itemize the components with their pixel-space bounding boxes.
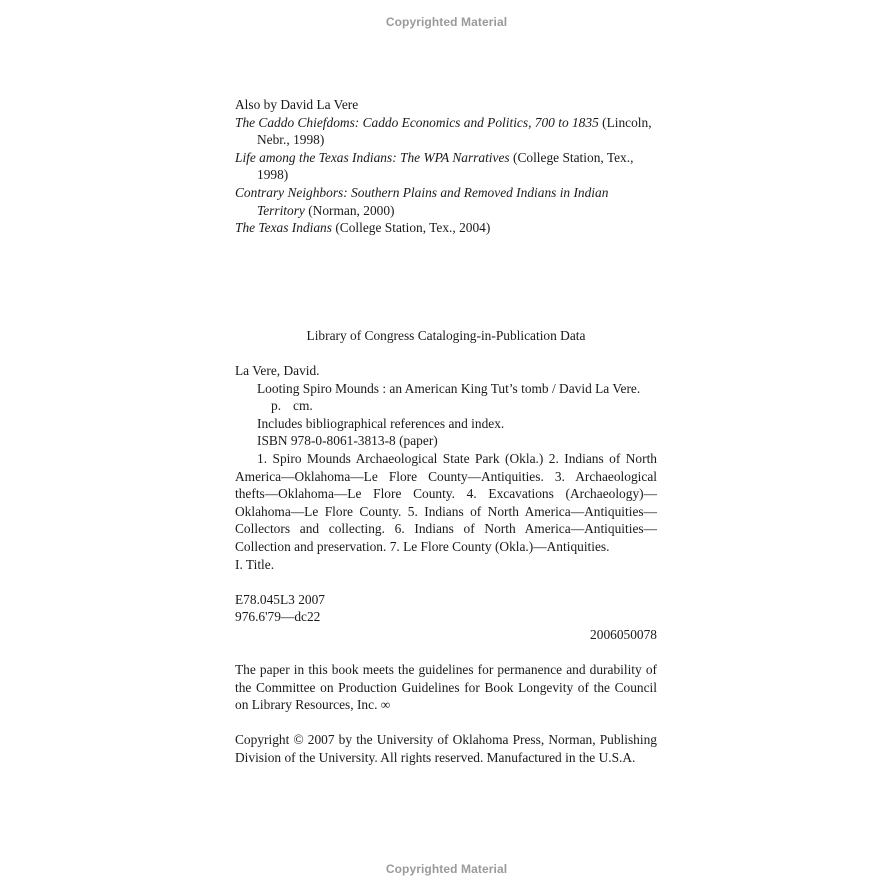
cip-record — [235, 362, 657, 644]
book-publication: (College Station, Tex., 2004) — [331, 220, 491, 236]
book-entry — [235, 149, 657, 184]
book-publication: (College Station, Tex., 1998) — [257, 149, 634, 183]
book-publication: (Lincoln, Nebr., 1998) — [257, 114, 652, 148]
cip-subjects: 1. Spiro Mounds Archaeological State Park (Okla.) 2. Indians of North America—Oklahoma—Le Flore County—Antiquities. 3. Archaeological thefts—Oklahoma—Le Flore County. 4. Excavations (Archaeology)—Oklahoma—Le Flore County. 5. Indians of North America—Antiquities—Collectors and collecting. 6. Indians of North America—Antiquities—Collection and preservation. 7. Le Flore County (Okla.)—Antiquities. — [235, 450, 657, 554]
cip-lc-class: E78.045L3 2007 — [235, 591, 326, 607]
copyright-notice: Copyright © 2007 by the University of Oklahoma Press, Norman, Publishing Division of the University. All rights reserved. Manufactured in the U.S.A. — [235, 732, 657, 765]
also-by-heading: Also by David La Vere — [235, 97, 359, 112]
also-by-section — [235, 96, 657, 237]
cip-includes: Includes bibliographical references and index. — [257, 415, 505, 431]
cip-title-line: Looting Spiro Mounds : an American King Tut’s tomb / David La Vere. — [257, 380, 641, 396]
cip-lccn: 2006050078 — [590, 626, 657, 642]
cip-physical-description — [235, 397, 657, 415]
book-entry — [235, 184, 657, 219]
cip-title-entry: I. Title. — [235, 556, 275, 572]
cip-size: cm. — [293, 398, 313, 414]
book-entry — [235, 114, 657, 149]
book-entry — [235, 219, 657, 237]
watermark-bottom: Copyrighted Material — [385, 862, 508, 876]
cip-pages: p. — [271, 398, 282, 414]
book-title: Life among the Texas Indians: The WPA Narratives — [235, 149, 510, 165]
paper-permanence-note: The paper in this book meets the guidelines for permanence and durability of the Committee on Production Guidelines for Book Longevity of the Council on Library Resources, Inc. ∞ — [235, 662, 657, 713]
book-title: Contrary Neighbors: Southern Plains and Removed Indians in Indian Territory — [235, 184, 609, 218]
cip-dewey: 976.6'79—dc22 — [235, 609, 321, 625]
cip-author: La Vere, David. — [235, 363, 320, 378]
cip-isbn: ISBN 978-0-8061-3813-8 (paper) — [257, 433, 438, 449]
book-title: The Caddo Chiefdoms: Caddo Economics and Politics, 700 to 1835 — [235, 114, 599, 130]
cip-heading: Library of Congress Cataloging-in-Publication Data — [306, 328, 586, 343]
watermark-top: Copyrighted Material — [385, 15, 508, 29]
book-publication: (Norman, 2000) — [304, 202, 395, 218]
book-title: The Texas Indians — [235, 220, 332, 236]
